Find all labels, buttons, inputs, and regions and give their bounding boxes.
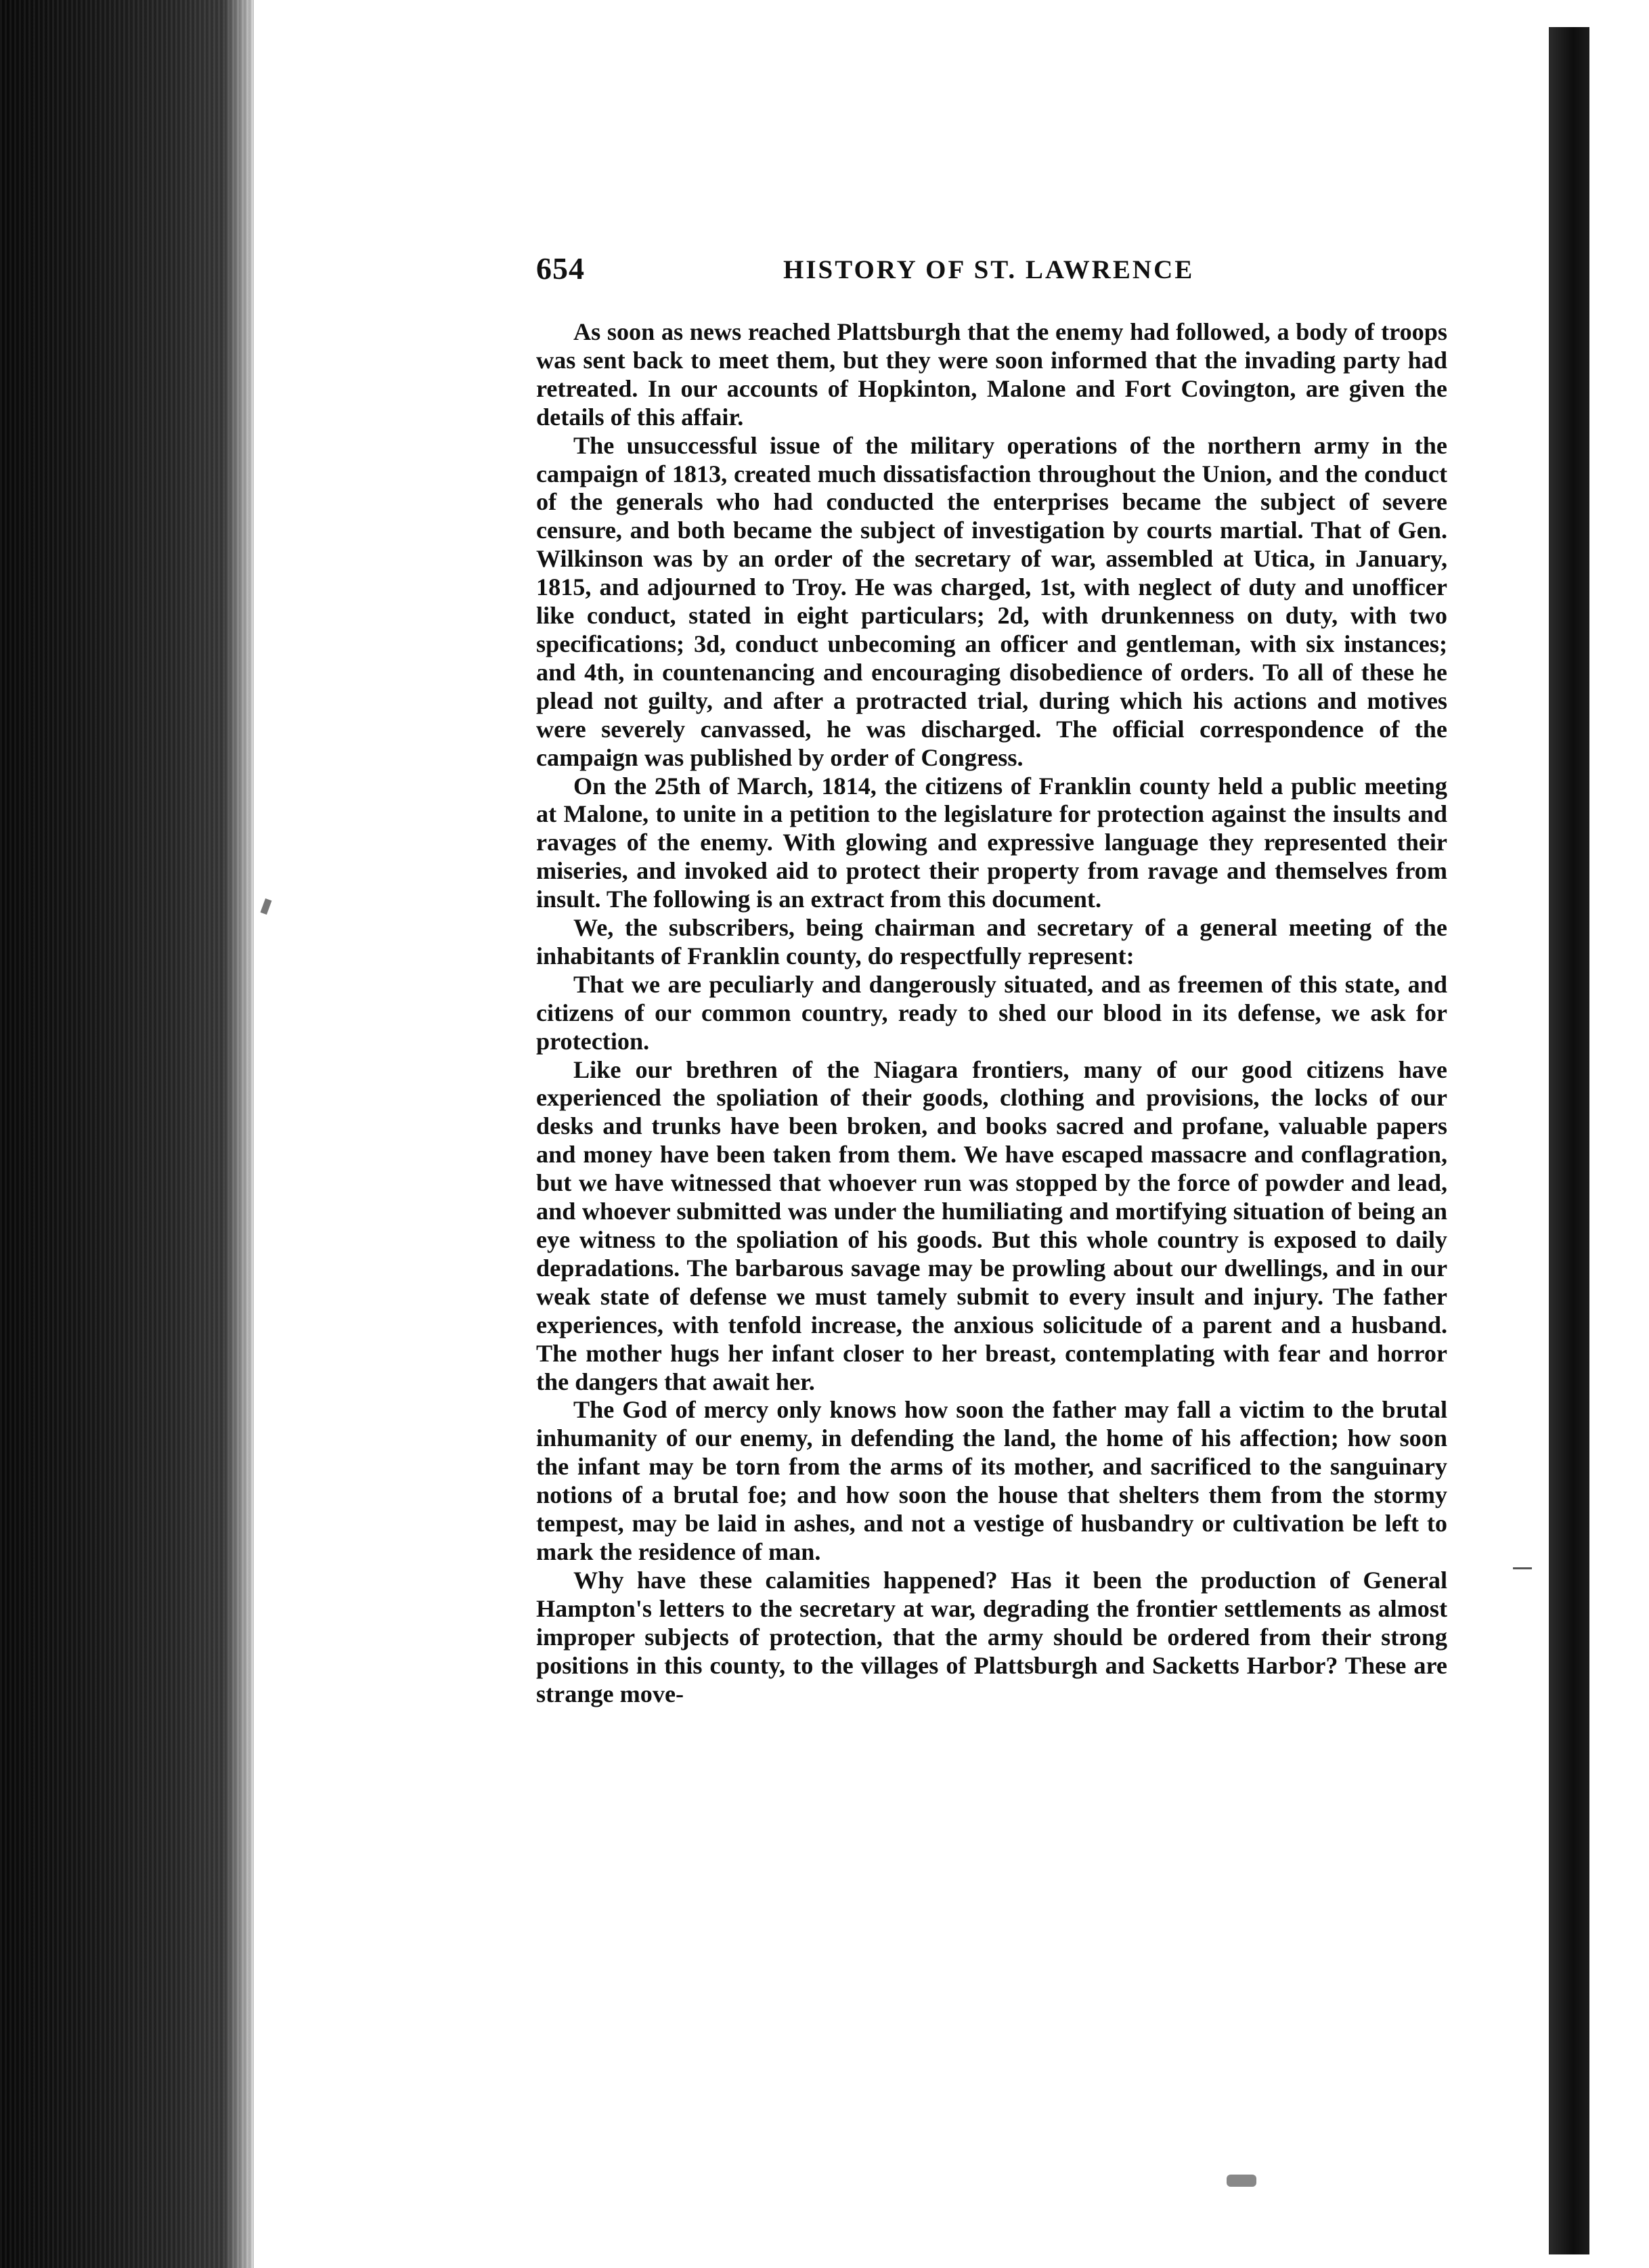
paragraph: The unsuccessful issue of the military operations of the northern army in the campaign of 1813, created much dissatisfaction throughout the Union, and the conduct of the generals who had conducted the enterprises became the subject of severe censure, and both became the subject of investigation by courts martial. That of Gen. Wilkinson was by an order of the secretary of war, assembled at Utica, in January, 1815, and adjourned to Troy. He was charged, 1st, with neglect of duty and unofficer like conduct, stated in eight particulars; 2d, with drunkenness on duty, with two specifications; 3d, conduct unbecoming an officer and gentleman, with six instances; and 4th, in countenancing and encouraging disobedience of orders. To all of these he plead not guilty, and after a protracted trial, during which his actions and motives were severely canvassed, he was discharged. The official correspondence of the campaign was published by order of Congress. (536, 431, 1447, 771)
scan-margin (1589, 0, 1649, 2268)
book-binding-edge (0, 0, 254, 2268)
scan-mark (1227, 2175, 1256, 2187)
paragraph: Why have these calamities happened? Has it been the production of General Hampton's letters to the secretary at war, degrading the frontier settlements as almost improper subjects of protection, that the army should be ordered from their strong positions in this county, to the villages of Plattsburgh and Sacketts Harbor? These are strange move- (536, 1566, 1447, 1707)
page-header (536, 250, 1443, 291)
paragraph: As soon as news reached Plattsburgh that the enemy had followed, a body of troops was sent back to meet them, but they were soon informed that the invading party had retreated. In our accounts of Hopkinton, Malone and Fort Covington, are given the details of this affair. (536, 318, 1447, 431)
running-head: HISTORY OF ST. LAWRENCE (783, 255, 1195, 284)
paragraph: Like our brethren of the Niagara frontiers, many of our good citizens have experienced the spoliation of their goods, clothing and provisions, the locks of our desks and trunks have been broken, and books sacred and profane, valuable papers and money have been taken from them. We have escaped massacre and conflagration, but we have witnessed that whoever run was stopped by the force of powder and lead, and whoever submitted was under the humiliating and mortifying situation of being an eye witness to the spoliation of his goods. But this whole country is exposed to daily depradations. The barbarous savage may be prowling about our dwellings, and in our weak state of defense we must tamely submit to every insult and injury. The father experiences, with tenfold increase, the anxious solicitude of a parent and a husband. The mother hugs her infant closer to her breast, contemplating with fear and horror the dangers that await her. (536, 1055, 1447, 1395)
body-text (536, 318, 1447, 1708)
paragraph: The God of mercy only knows how soon the father may fall a victim to the brutal inhumanity of our enemy, in defending the land, the home of his affection; how soon the infant may be torn from the arms of its mother, and sacrificed to the sanguinary notions of a brutal foe; and how soon the house that shelters them from the stormy tempest, may be laid in ashes, and not a vestige of husbandry or cultivation be left to mark the residence of man. (536, 1396, 1447, 1565)
paragraph: That we are peculiarly and dangerously situated, and as freemen of this state, and citizens of our common country, ready to shed our blood in its defense, we ask for protection. (536, 970, 1447, 1055)
facing-page-edge (1549, 27, 1589, 2254)
scan-mark (1513, 1567, 1532, 1569)
paragraph: We, the subscribers, being chairman and secretary of a general meeting of the inhabitants of Franklin county, do respectfully represent: (536, 914, 1447, 969)
paragraph: On the 25th of March, 1814, the citizens of Franklin county held a public meeting at Malone, to unite in a petition to the legislature for protection against the insults and ravages of the enemy. With glowing and expressive language they represented their miseries, and invoked aid to protect their property from ravage and themselves from insult. The following is an extract from this document. (536, 772, 1447, 913)
page-number: 654 (536, 251, 585, 286)
